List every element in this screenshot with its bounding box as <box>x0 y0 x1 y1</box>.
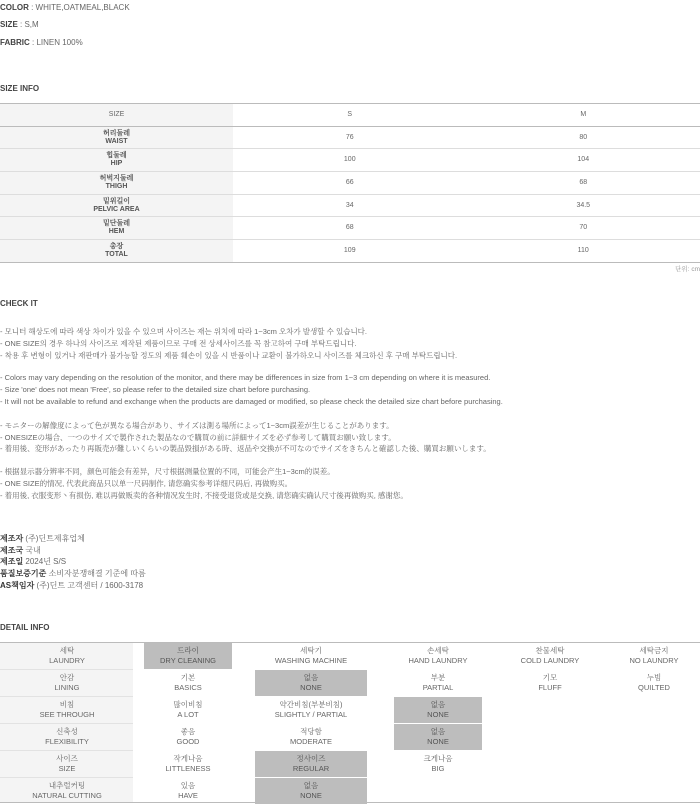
size-header-s: S <box>233 104 467 127</box>
detail-kr: 기모 <box>542 673 558 682</box>
detail-en: REGULAR <box>292 764 330 773</box>
detail-row-divider <box>0 750 133 751</box>
detail-en: DRY CLEANING <box>160 656 216 665</box>
detail-option <box>255 643 367 669</box>
maker-value: 2024년 S/S <box>23 557 67 566</box>
check-it-line: - 着用後、変形があったり再販売が難しいくらいの製品毀損がある時、返品や交換が不可なのでサイズをきちんと確認した後、購買お願いします。 <box>0 444 491 453</box>
size-row-label-en: PELVIC AREA <box>93 205 140 213</box>
detail-option <box>144 724 232 750</box>
spec-color <box>0 3 130 12</box>
detail-option <box>610 643 698 669</box>
maker-key: 제조일 <box>0 557 24 566</box>
size-value-s: 100 <box>233 149 467 172</box>
detail-en: LITTLENESS <box>165 764 211 773</box>
detail-kr: 없음 <box>430 700 446 709</box>
unit-note: 단위: cm <box>675 266 700 273</box>
size-value-m: 80 <box>467 126 700 149</box>
detail-kr: 기본 <box>180 673 196 682</box>
detail-en: COLD LAUNDRY <box>520 656 580 665</box>
detail-kr: 누빔 <box>646 673 662 682</box>
size-row-label-kr: 허벅지둘레 <box>99 174 134 182</box>
detail-kr: 비침 <box>59 700 75 709</box>
size-row-label <box>0 149 233 172</box>
detail-label-cell <box>7 778 127 804</box>
maker-line <box>0 580 143 591</box>
detail-kr: 내추럴커팅 <box>48 781 86 790</box>
size-header-label: SIZE <box>0 104 233 127</box>
detail-kr: 부분 <box>430 673 446 682</box>
detail-en: A LOT <box>177 710 199 719</box>
detail-option <box>144 751 232 777</box>
check-it-line: - 着用後, 衣服变形丶有损伤, 难以再做贩卖的各种情况发生时, 不接受退货或是交换, 请您确实确认尺寸後再做购买, 感谢您。 <box>0 491 408 500</box>
detail-en: SEE THROUGH <box>39 710 95 719</box>
detail-kr: 적당함 <box>300 727 322 736</box>
detail-kr: 세탁 <box>59 646 75 655</box>
check-it-line: - 根据显示器分辨率不同，颜色可能会有差异，尺寸根据测量位置的不同，可能会产生1~3cm的误差。 <box>0 467 335 476</box>
detail-en: WASHING MACHINE <box>274 656 348 665</box>
spec-value: : S,M <box>17 20 39 29</box>
detail-option <box>144 778 232 804</box>
detail-kr: 정사이즈 <box>296 754 326 763</box>
size-row <box>0 217 700 240</box>
detail-en: BIG <box>431 764 445 773</box>
detail-option-selected <box>144 643 232 669</box>
detail-en: NONE <box>300 791 322 800</box>
detail-option <box>394 643 482 669</box>
detail-option <box>394 751 482 777</box>
detail-row-divider <box>0 696 133 697</box>
detail-kr: 없음 <box>303 781 319 790</box>
maker-value: 국내 <box>23 546 41 555</box>
maker-value: (주)딘트 고객센터 / 1600-3178 <box>34 581 144 590</box>
size-row-label <box>0 240 233 263</box>
check-it-line: - Size 'one' does not mean 'Free', so please refer to the detailed size chart before purchasing. <box>0 385 311 394</box>
check-it-line: - ONESIZEの場合、一つのサイズで製作された製品なので購買の前に詳細サイズを必ず参考して購買お願い致します。 <box>0 433 396 442</box>
size-row-label-kr: 총장 <box>109 242 124 250</box>
maker-line <box>0 568 146 579</box>
maker-line <box>0 545 41 556</box>
detail-en: NONE <box>300 683 322 692</box>
spec-fabric <box>0 38 83 47</box>
detail-en: BASICS <box>174 683 202 692</box>
size-value-s: 34 <box>233 194 467 217</box>
size-row-label <box>0 217 233 240</box>
maker-line <box>0 556 66 567</box>
size-value-s: 109 <box>233 240 467 263</box>
detail-label-cell <box>7 751 127 777</box>
detail-en: SIZE <box>58 764 76 773</box>
size-info-title: SIZE INFO <box>0 84 40 93</box>
size-value-m: 68 <box>467 172 700 195</box>
maker-key: 제조자 <box>0 534 24 543</box>
size-row-label-kr: 힙둘레 <box>106 152 127 160</box>
detail-label-cell <box>7 724 127 750</box>
detail-option-selected <box>255 670 367 696</box>
maker-value: (주)딘트제휴업체 <box>23 534 85 543</box>
detail-kr: 좋음 <box>180 727 196 736</box>
detail-option-selected <box>255 751 367 777</box>
size-value-s: 76 <box>233 126 467 149</box>
maker-key: AS책임자 <box>0 581 35 590</box>
detail-kr: 안감 <box>59 673 75 682</box>
detail-en: NATURAL CUTTING <box>32 791 102 800</box>
size-value-m: 110 <box>467 240 700 263</box>
detail-kr: 있음 <box>180 781 196 790</box>
detail-kr: 약간비침(부분비침) <box>279 700 343 709</box>
check-it-line: - ONE SIZE的情况, 代表此商品只以单一尺码制作, 请您确实参考详细尺码后, 再做购买。 <box>0 479 293 488</box>
spec-size <box>0 20 39 29</box>
size-row-label-en: THIGH <box>105 182 128 190</box>
detail-en: LINING <box>54 683 80 692</box>
size-row <box>0 172 700 195</box>
size-row-label-en: TOTAL <box>105 250 128 258</box>
spec-key: FABRIC <box>0 38 30 47</box>
size-row-label <box>0 172 233 195</box>
detail-option <box>255 697 367 723</box>
maker-line <box>0 533 85 544</box>
size-row <box>0 240 700 263</box>
detail-option <box>394 670 482 696</box>
size-header-m: M <box>467 104 700 127</box>
size-table-header <box>0 104 700 127</box>
spec-value: : LINEN 100% <box>29 38 83 47</box>
detail-option-selected <box>394 724 482 750</box>
detail-row-divider <box>0 777 133 778</box>
detail-kr: 찬물세탁 <box>535 646 565 655</box>
detail-kr: 세탁금지 <box>639 646 669 655</box>
detail-kr: 크게나옴 <box>423 754 453 763</box>
detail-kr: 사이즈 <box>56 754 78 763</box>
size-value-m: 70 <box>467 217 700 240</box>
detail-en: LAUNDRY <box>49 656 85 665</box>
detail-label-cell <box>7 643 127 669</box>
detail-en: NO LAUNDRY <box>629 656 679 665</box>
size-value-s: 66 <box>233 172 467 195</box>
size-row-label-kr: 밑위길이 <box>102 197 131 205</box>
detail-kr: 없음 <box>430 727 446 736</box>
spec-key: COLOR <box>0 3 29 12</box>
detail-option <box>255 724 367 750</box>
size-row-label-en: HEM <box>108 228 125 236</box>
detail-en: HAND LAUNDRY <box>408 656 468 665</box>
detail-option-selected <box>394 697 482 723</box>
spec-value: : WHITE,OATMEAL,BLACK <box>28 3 130 12</box>
detail-en: FLEXIBILITY <box>45 737 89 746</box>
size-row <box>0 194 700 217</box>
size-row-label-en: HIP <box>110 160 123 168</box>
size-row-label <box>0 126 233 149</box>
size-row-label <box>0 194 233 217</box>
detail-en: MODERATE <box>290 737 332 746</box>
check-it-line: - 모니터 해상도에 따라 색상 차이가 있을 수 있으며 사이즈는 재는 위치에 따라 1~3cm 오차가 발생할 수 있습니다. <box>0 327 368 336</box>
detail-en: SLIGHTLY / PARTIAL <box>274 710 348 719</box>
maker-value: 소비자분쟁해결 기준에 따름 <box>46 569 146 578</box>
check-it-line: - Colors may vary depending on the resolution of the monitor, and there may be differences in size from 1~3 cm depending on where it is measured. <box>0 373 491 382</box>
size-value-m: 34.5 <box>467 194 700 217</box>
detail-kr: 세탁기 <box>300 646 322 655</box>
detail-en: NONE <box>427 737 449 746</box>
detail-option-selected <box>255 778 367 804</box>
detail-en: FLUFF <box>538 683 562 692</box>
check-it-line: - 착용 후 변형이 있거나 재판매가 불가능할 정도의 제품 훼손이 있을 시 반품이나 교환이 불가하오니 사이즈를 체크하신 후 구매 부탁드립니다. <box>0 351 458 360</box>
detail-kr: 없음 <box>303 673 319 682</box>
size-value-m: 104 <box>467 149 700 172</box>
detail-en: PARTIAL <box>422 683 454 692</box>
check-it-line: - ONE SIZE의 경우 하나의 사이즈로 제작된 제품이므로 구매 전 상세사이즈를 꼭 참고하여 구매 부탁드립니다. <box>0 339 357 348</box>
maker-key: 품질보증기준 <box>0 569 47 578</box>
detail-en: HAVE <box>178 791 198 800</box>
detail-label-cell <box>7 697 127 723</box>
check-it-line: - モニターの解像度によって色が異なる場合があり、サイズは測る場所によって1~3cm誤差が生じることがあります。 <box>0 421 394 430</box>
detail-option <box>610 670 698 696</box>
detail-kr: 신축성 <box>56 727 78 736</box>
size-table <box>0 103 700 263</box>
detail-en: QUILTED <box>638 683 670 692</box>
detail-option <box>506 670 594 696</box>
detail-kr: 드라이 <box>177 646 199 655</box>
size-row-label-en: WAIST <box>105 137 128 145</box>
detail-en: NONE <box>427 710 449 719</box>
size-value-s: 68 <box>233 217 467 240</box>
spec-key: SIZE <box>0 20 18 29</box>
size-row-label-kr: 밑단둘레 <box>102 220 131 228</box>
detail-option <box>144 697 232 723</box>
detail-option <box>144 670 232 696</box>
check-it-line: - It will not be available to refund and exchange when the products are damaged or modified, so please check the detailed size chart before purchasing. <box>0 397 503 406</box>
detail-kr: 작게나옴 <box>173 754 203 763</box>
size-row <box>0 149 700 172</box>
size-row-label-kr: 허리둘레 <box>102 129 131 137</box>
detail-kr: 손세탁 <box>427 646 449 655</box>
detail-info-title: DETAIL INFO <box>0 623 50 632</box>
detail-kr: 많이비침 <box>173 700 203 709</box>
detail-row-divider <box>0 669 133 670</box>
check-it-title: CHECK IT <box>0 299 38 308</box>
detail-label-cell <box>7 670 127 696</box>
detail-en: GOOD <box>176 737 200 746</box>
size-row <box>0 126 700 149</box>
detail-row-divider <box>0 723 133 724</box>
maker-key: 제조국 <box>0 546 24 555</box>
detail-option <box>506 643 594 669</box>
